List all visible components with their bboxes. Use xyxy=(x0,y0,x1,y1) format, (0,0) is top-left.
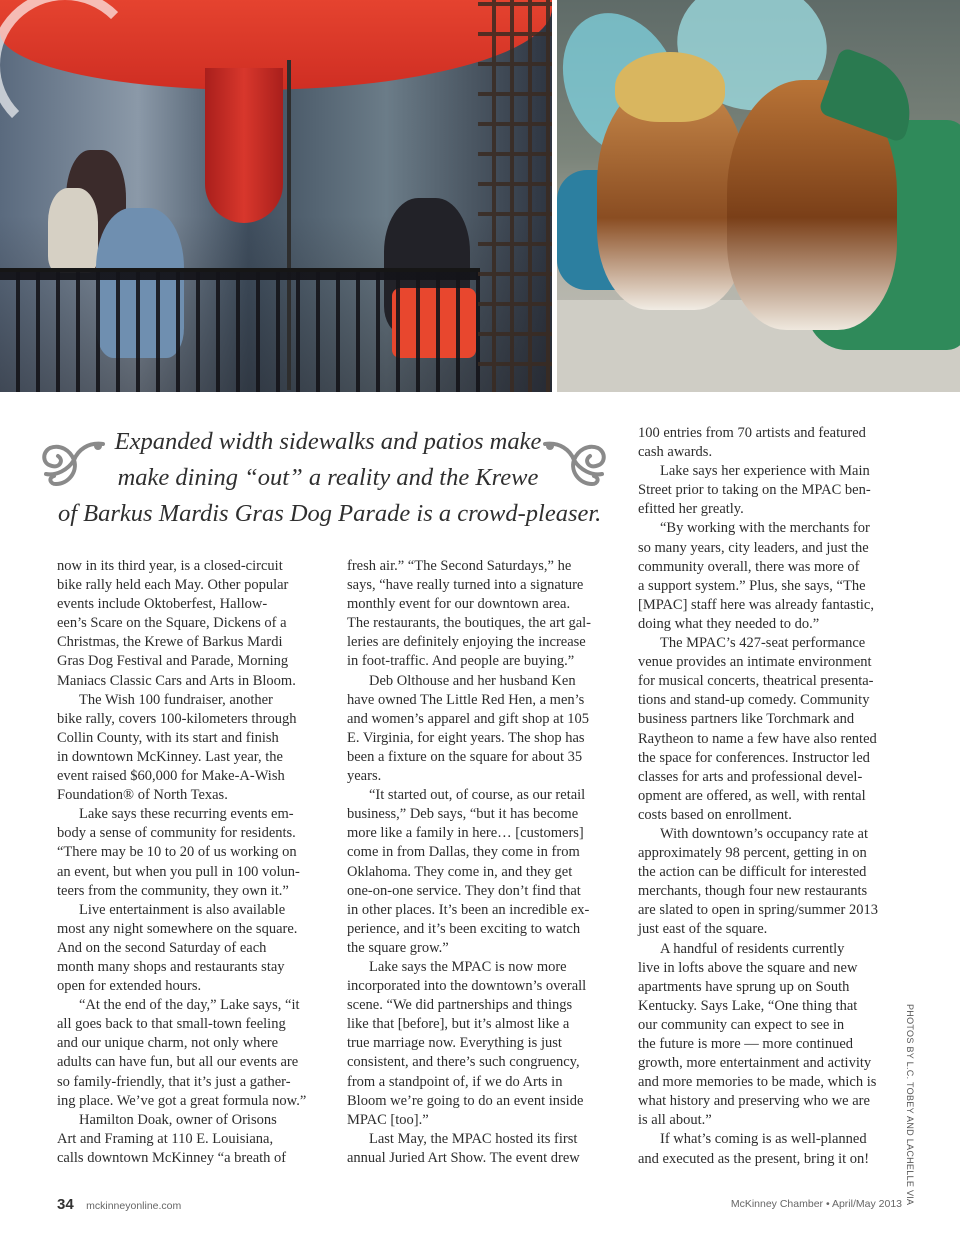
article-text-line: calls downtown McKinney “a breath of xyxy=(57,1149,287,1166)
article-text-line: the action can be difficult for interested xyxy=(638,864,867,881)
article-text-line: doing what they needed to do.” xyxy=(638,615,820,632)
article-text-line: leries are definitely enjoying the increase xyxy=(347,634,586,651)
article-text-line: Lake says her experience with Main xyxy=(660,463,870,480)
article-text-line: most any night somewhere on the square. xyxy=(57,920,298,937)
closed-umbrella-shape xyxy=(205,68,283,223)
article-text-line: month many shops and restaurants stay xyxy=(57,958,285,975)
page-number: 34 xyxy=(57,1196,74,1213)
article-text-line: and more memories to be made, which is xyxy=(638,1074,877,1091)
article-column-3 xyxy=(638,424,908,1169)
article-text-line: true marriage now. Everything is just xyxy=(347,1035,562,1052)
article-text-line: Street prior to taking on the MPAC ben- xyxy=(638,482,871,499)
article-text-line: bike rally, covers 100-kilometers through xyxy=(57,710,297,727)
article-text-line: The MPAC’s 427-seat performance xyxy=(660,635,866,652)
decorative-swirl xyxy=(0,0,140,140)
article-text-line: and executed as the present, bring it on! xyxy=(638,1150,870,1167)
article-text-line: een’s Scare on the Square, Dickens of a xyxy=(57,615,287,632)
article-text-line: Raytheon to name a few have also rented xyxy=(638,730,877,747)
article-text-line: Bloom we’re going to do an event inside xyxy=(347,1092,584,1109)
footer-left xyxy=(57,1196,181,1214)
article-text-line: scene. “We did partnerships and things xyxy=(347,997,573,1014)
article-text-line: tions and stand-up comedy. Community xyxy=(638,692,870,709)
article-text-line: Last May, the MPAC hosted its first xyxy=(369,1130,578,1147)
article-text-line: been a fixture on the square for about 35 xyxy=(347,748,583,765)
article-text-line: A handful of residents currently xyxy=(660,940,845,957)
article-text-line: efitted her greatly. xyxy=(638,501,744,518)
article-text-line: come in from Dallas, they come in from xyxy=(347,844,580,861)
article-column-1 xyxy=(57,557,327,1168)
article-text-line: Lake says these recurring events em- xyxy=(79,806,294,823)
footer-url: mckinneyonline.com xyxy=(86,1200,182,1212)
diner-figure xyxy=(48,188,98,273)
article-text-line: the square grow.” xyxy=(347,939,449,956)
article-text-line: event raised $60,000 for Make-A-Wish xyxy=(57,768,285,785)
article-text-line: “At the end of the day,” Lake says, “it xyxy=(79,997,300,1014)
article-text-line: teers from the community, they own it.” xyxy=(57,882,289,899)
article-text-line: incorporated into the downtown’s overall xyxy=(347,978,587,995)
article-text-line: [MPAC] staff here was already fantastic, xyxy=(638,596,874,613)
lattice-screen xyxy=(478,0,552,392)
photo-outdoor-dining xyxy=(0,0,552,392)
article-text-line: the space for conferences. Instructor led xyxy=(638,749,870,766)
article-text-line: consistent, and there’s such congruency, xyxy=(347,1054,580,1071)
article-text-line: Lake says the MPAC is now more xyxy=(369,958,567,975)
article-text-line: Christmas, the Krewe of Barkus Mardi xyxy=(57,634,283,651)
article-text-line: a support system.” Plus, she says, “The xyxy=(638,577,866,594)
article-text-line: ing place. We’ve got a great formula now.” xyxy=(57,1092,307,1109)
article-text-line: business partners like Torchmark and xyxy=(638,711,855,728)
article-text-line: now in its third year, is a closed-circuit xyxy=(57,558,283,574)
article-text-line: Foundation® of North Texas. xyxy=(57,787,228,804)
article-text-line: fresh air.” “The Second Saturdays,” he xyxy=(347,558,572,574)
article-text-line: Kentucky. Says Lake, “One thing that xyxy=(638,997,858,1014)
article-text-line: says, “have really turned into a signature xyxy=(347,577,584,594)
article-text-line: Maniacs Classic Cars and Arts in Bloom. xyxy=(57,672,296,689)
article-text-line: Oklahoma. They come in, and they get xyxy=(347,863,573,880)
article-text-line: And on the second Saturday of each xyxy=(57,939,267,956)
pull-quote xyxy=(58,424,602,532)
article-text-line: bike rally held each May. Other popular xyxy=(57,577,289,594)
article-text-line: merchants, though four new restaurants xyxy=(638,883,868,900)
photo-credit-text: PHOTOS BY L.C. TOBEY AND LACHELLE VIA xyxy=(905,1004,915,1206)
article-text-line: like that [before], but it’s almost like a xyxy=(347,1016,570,1033)
article-text-line: Live entertainment is also available xyxy=(79,901,286,918)
blonde-wig xyxy=(615,52,725,122)
article-text-line: Deb Olthouse and her husband Ken xyxy=(369,672,576,689)
article-text-line: and women’s apparel and gift shop at 105 xyxy=(347,710,590,727)
article-text-line: “By working with the merchants for xyxy=(660,520,870,537)
article-text-line: so family-friendly, that it’s just a gather- xyxy=(57,1073,291,1090)
article-text-line: in downtown McKinney. Last year, the xyxy=(57,748,283,765)
article-text-line: years. xyxy=(347,768,382,785)
article-text-line: all goes back to that small-town feeling xyxy=(57,1016,286,1033)
patio-railing xyxy=(0,268,480,392)
article-text-line: E. Virginia, for eight years. The shop has xyxy=(347,729,585,746)
article-text-line: the future is more — more continued xyxy=(638,1036,854,1052)
article-column-2 xyxy=(347,557,615,1168)
photo-costumed-dogs xyxy=(557,0,960,392)
article-text-line: With downtown’s occupancy rate at xyxy=(660,825,868,842)
article-text-line: “It started out, of course, as our retail xyxy=(369,787,586,804)
photo-credit xyxy=(905,1004,927,1206)
article-text-line: and our unique charm, not only where xyxy=(57,1035,279,1052)
article-text-line: Art and Framing at 110 E. Louisiana, xyxy=(57,1130,274,1147)
article-text-line: so many years, city leaders, and just the xyxy=(638,539,869,556)
article-text-line: costs based on enrollment. xyxy=(638,806,792,823)
article-text-line: adults can have fun, but all our events are xyxy=(57,1054,299,1071)
article-text-line: MPAC [too].” xyxy=(347,1111,429,1128)
article-text-line: 100 entries from 70 artists and featured xyxy=(638,425,866,441)
article-text-line: business,” Deb says, “but it has become xyxy=(347,806,579,823)
article-text-line: growth, more entertainment and activity xyxy=(638,1055,872,1072)
article-text-line: perience, and it’s been exciting to watch xyxy=(347,920,581,937)
article-text-line: monthly event for our downtown area. xyxy=(347,596,571,613)
article-text-line: approximately 98 percent, getting in on xyxy=(638,845,867,862)
article-text-line: Hamilton Doak, owner of Orisons xyxy=(79,1111,277,1128)
article-text-line: our community can expect to see in xyxy=(638,1016,845,1033)
article-text-line: Gras Dog Festival and Parade, Morning xyxy=(57,653,289,670)
article-text-line: an event, but when you pull in 100 volun- xyxy=(57,863,300,880)
article-text-line: classes for arts and professional devel- xyxy=(638,768,863,785)
article-text-line: “There may be 10 to 20 of us working on xyxy=(57,844,297,861)
article-text-line: live in lofts above the square and new xyxy=(638,959,858,976)
footer-publication: McKinney Chamber • April/May 2013 xyxy=(730,1198,902,1210)
article-text-line: from a standpoint of, if we do Arts in xyxy=(347,1073,563,1090)
article-text-line: for musical concerts, theatrical presenta- xyxy=(638,673,874,690)
article-text-line: body a sense of community for residents. xyxy=(57,825,296,842)
article-text-line: are slated to open in spring/summer 2013 xyxy=(638,902,879,919)
flourish-right-icon xyxy=(540,436,610,490)
pull-quote-line: make dining “out” a reality and the Krewe xyxy=(117,464,539,491)
article-text-line: in foot-traffic. And people are buying.” xyxy=(347,653,575,670)
article-text-line: open for extended hours. xyxy=(57,978,202,995)
article-text-line: one-on-one service. They don’t find that xyxy=(347,882,581,899)
pull-quote-line: of Barkus Mardis Gras Dog Parade is a crowd-pleaser. xyxy=(58,500,602,527)
article-text-line: If what’s coming is as well-planned xyxy=(660,1131,867,1148)
article-text-line: venue provides an intimate environment xyxy=(638,654,872,671)
article-text-line: annual Juried Art Show. The event drew xyxy=(347,1149,580,1166)
article-text-line: is all about.” xyxy=(638,1112,712,1129)
article-text-line: what history and preserving who we are xyxy=(638,1093,870,1110)
article-text-line: The restaurants, the boutiques, the art gal- xyxy=(347,615,592,632)
article-text-line: apartments have sprung up on South xyxy=(638,978,850,995)
article-text-line: just east of the square. xyxy=(638,921,768,938)
pull-quote-line: Expanded width sidewalks and patios make xyxy=(114,428,542,455)
article-text-line: The Wish 100 fundraiser, another xyxy=(79,691,273,708)
article-text-line: opment are offered, as well, with rental xyxy=(638,787,866,804)
article-text-line: have owned The Little Red Hen, a men’s xyxy=(347,691,585,708)
article-text-line: Collin County, with its start and finish xyxy=(57,729,279,746)
article-text-line: cash awards. xyxy=(638,444,713,461)
article-text-line: community overall, there was more of xyxy=(638,558,860,575)
article-text-line: in other places. It’s been an incredible ex- xyxy=(347,901,590,918)
article-text-line: events include Oktoberfest, Hallow- xyxy=(57,596,268,613)
article-text-line: more like a family in here… [customers] xyxy=(347,825,584,842)
